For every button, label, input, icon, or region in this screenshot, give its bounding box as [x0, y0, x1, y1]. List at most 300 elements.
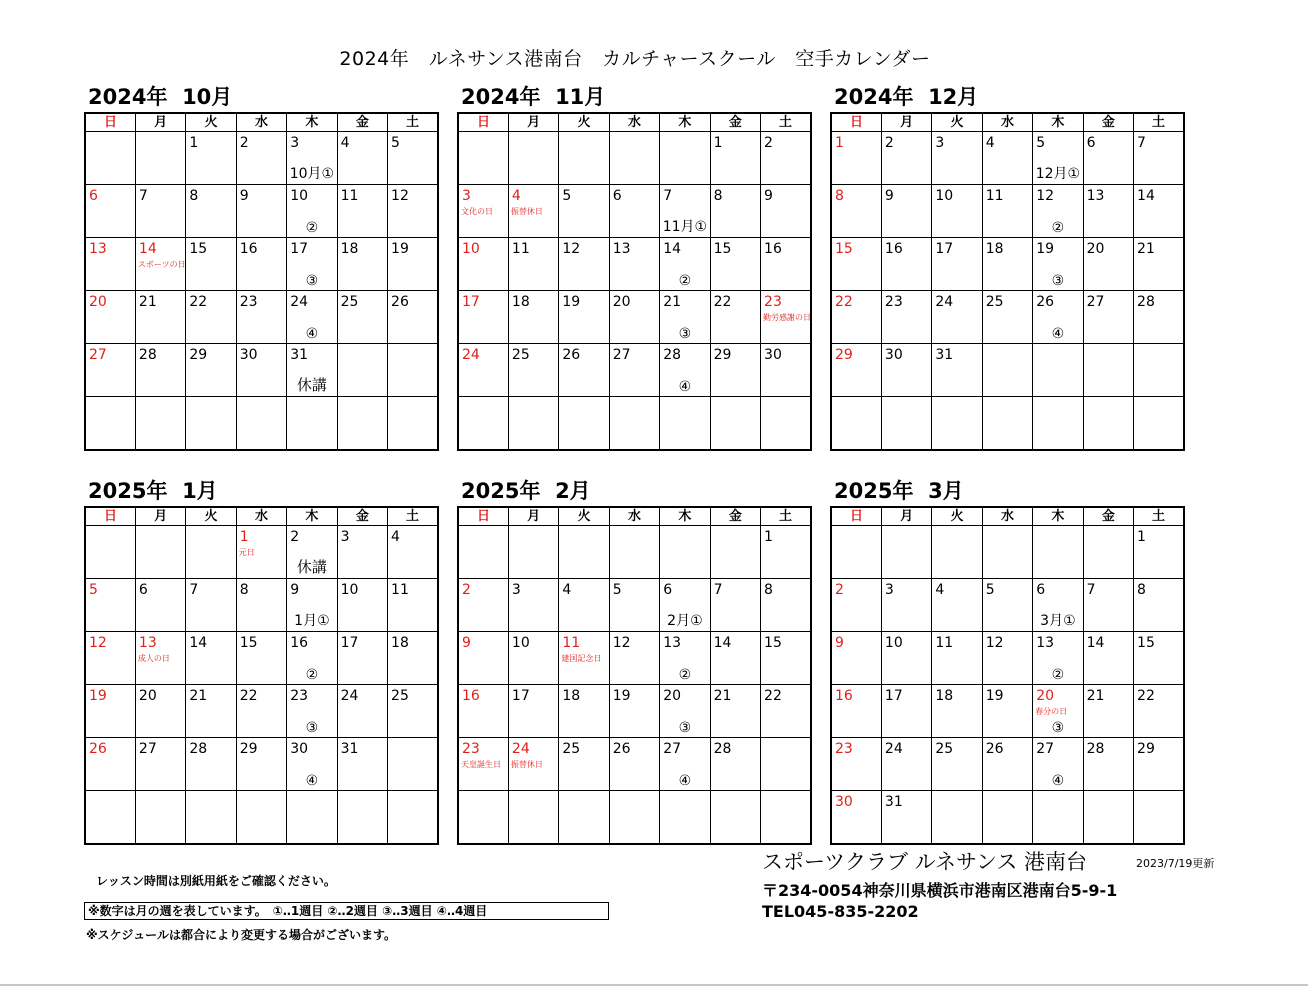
- day-cell: [135, 526, 185, 579]
- lesson-week-label: ③: [305, 273, 319, 289]
- day-cell: [982, 185, 1032, 238]
- week-row: [831, 632, 1184, 685]
- day-number: 15: [764, 635, 782, 651]
- weekday-header: 金: [710, 507, 760, 526]
- day-cell: [388, 526, 438, 579]
- day-cell: [559, 738, 609, 791]
- day-cell: [458, 685, 508, 738]
- day-number: 26: [985, 741, 1004, 757]
- lesson-time-note: レッスン時間は別紙用紙をご確認ください。: [96, 874, 336, 888]
- day-number: 15: [713, 241, 732, 257]
- day-cell: [609, 632, 659, 685]
- day-number: 23: [462, 741, 480, 757]
- day-number: 23: [884, 294, 903, 310]
- day-number: 24: [340, 688, 359, 704]
- weekday-header: 土: [388, 113, 438, 132]
- week-row: [85, 579, 438, 632]
- day-cell: [1083, 344, 1133, 397]
- day-number: 27: [89, 347, 107, 363]
- day-number: 21: [1086, 688, 1105, 704]
- weekday-header: 月: [508, 507, 558, 526]
- week-row: [831, 579, 1184, 632]
- weekday-header: 水: [982, 507, 1032, 526]
- day-cell: [982, 291, 1032, 344]
- day-cell: [287, 738, 337, 791]
- day-cell: [1033, 132, 1083, 185]
- day-cell: [559, 791, 609, 845]
- month-table: [84, 506, 439, 845]
- day-cell: [660, 397, 710, 451]
- week-row: [458, 738, 811, 791]
- day-cell: [710, 791, 760, 845]
- day-number: 14: [713, 635, 732, 651]
- week-row: [458, 291, 811, 344]
- day-number: 5: [1036, 135, 1046, 151]
- day-cell: [710, 132, 760, 185]
- club-name: スポーツクラブ ルネサンス 港南台: [762, 850, 1087, 874]
- month-table: [84, 112, 439, 451]
- weekday-header-row: [85, 113, 438, 132]
- day-cell: [287, 632, 337, 685]
- day-number: 25: [511, 347, 530, 363]
- month-calendar: [457, 82, 812, 451]
- day-cell: [881, 397, 931, 451]
- day-number: 3: [290, 135, 300, 151]
- day-number: 25: [935, 741, 954, 757]
- lesson-week-label: ②: [1051, 667, 1065, 683]
- week-row: [85, 185, 438, 238]
- day-number: 5: [391, 135, 400, 151]
- day-cell: [660, 238, 710, 291]
- day-cell: [559, 238, 609, 291]
- day-cell: [660, 685, 710, 738]
- week-row: [458, 579, 811, 632]
- day-cell: [287, 579, 337, 632]
- holiday-label: 元日: [238, 548, 255, 557]
- day-cell: [1134, 397, 1184, 451]
- day-number: 19: [89, 688, 107, 704]
- week-row: [85, 344, 438, 397]
- day-number: 12: [89, 635, 107, 651]
- day-number: 2: [764, 135, 773, 151]
- day-cell: [982, 579, 1032, 632]
- day-cell: [287, 526, 337, 579]
- day-cell: [458, 397, 508, 451]
- holiday-label: 成人の日: [137, 654, 170, 663]
- day-cell: [982, 685, 1032, 738]
- day-cell: [508, 685, 558, 738]
- lesson-week-label: ②: [305, 667, 319, 683]
- day-number: 13: [1086, 188, 1105, 204]
- day-number: 4: [511, 188, 521, 204]
- day-number: 30: [290, 741, 309, 757]
- day-cell: [660, 632, 710, 685]
- day-number: 8: [239, 582, 249, 598]
- week-row: [831, 132, 1184, 185]
- day-number: 3: [340, 529, 350, 545]
- day-cell: [1033, 632, 1083, 685]
- day-number: 8: [835, 188, 844, 204]
- day-cell: [458, 344, 508, 397]
- page-bottom-divider: [0, 984, 1308, 986]
- week-number-note: ※数字は月の週を表しています。 ①‥1週目 ②‥2週目 ③‥3週目 ④‥4週目: [84, 902, 609, 920]
- weekday-header: 金: [337, 113, 387, 132]
- day-number: 2: [835, 582, 844, 598]
- day-number: 29: [1137, 741, 1155, 757]
- day-number: 8: [713, 188, 723, 204]
- week-row: [458, 632, 811, 685]
- day-cell: [831, 238, 881, 291]
- weekday-header: 日: [831, 507, 881, 526]
- page-title: 2024年 ルネサンス港南台 カルチャースクール 空手カレンダー: [339, 48, 931, 70]
- day-cell: [508, 791, 558, 845]
- day-cell: [337, 344, 387, 397]
- day-cell: [508, 238, 558, 291]
- day-cell: [1083, 238, 1133, 291]
- day-number: 27: [138, 741, 157, 757]
- day-cell: [982, 526, 1032, 579]
- day-number: 22: [713, 294, 732, 310]
- day-cell: [932, 526, 982, 579]
- day-cell: [236, 579, 286, 632]
- day-cell: [287, 291, 337, 344]
- day-cell: [710, 632, 760, 685]
- day-number: 10: [935, 188, 954, 204]
- day-cell: [236, 632, 286, 685]
- day-cell: [337, 132, 387, 185]
- day-cell: [831, 685, 881, 738]
- day-cell: [982, 397, 1032, 451]
- day-number: 23: [764, 294, 782, 310]
- day-cell: [1134, 238, 1184, 291]
- day-cell: [85, 738, 135, 791]
- day-cell: [135, 291, 185, 344]
- day-number: 30: [835, 794, 853, 810]
- day-cell: [85, 397, 135, 451]
- day-number: 26: [612, 741, 631, 757]
- day-cell: [660, 344, 710, 397]
- day-cell: [710, 238, 760, 291]
- holiday-label: 建国記念日: [561, 654, 602, 663]
- day-number: 6: [612, 188, 622, 204]
- day-cell: [932, 238, 982, 291]
- day-cell: [186, 685, 236, 738]
- day-number: 10: [462, 241, 480, 257]
- day-number: 3: [935, 135, 945, 151]
- day-number: 6: [89, 188, 98, 204]
- day-cell: [388, 238, 438, 291]
- day-cell: [236, 291, 286, 344]
- weekday-header: 土: [1134, 113, 1184, 132]
- day-cell: [982, 344, 1032, 397]
- weekday-header: 日: [85, 507, 135, 526]
- day-number: 28: [189, 741, 208, 757]
- day-number: 12: [612, 635, 631, 651]
- day-cell: [186, 132, 236, 185]
- day-cell: [559, 132, 609, 185]
- day-cell: [236, 685, 286, 738]
- day-number: 23: [239, 294, 258, 310]
- day-number: 15: [1137, 635, 1155, 651]
- day-cell: [881, 344, 931, 397]
- day-cell: [508, 397, 558, 451]
- day-cell: [1134, 132, 1184, 185]
- day-number: 18: [511, 294, 530, 310]
- lesson-week-label: ④: [1051, 326, 1065, 342]
- day-cell: [388, 397, 438, 451]
- day-number: 2: [462, 582, 471, 598]
- weekday-header: 木: [660, 113, 710, 132]
- day-number: 4: [562, 582, 572, 598]
- lesson-week-label: 12月①: [1035, 166, 1081, 182]
- week-row: [831, 738, 1184, 791]
- day-cell: [831, 397, 881, 451]
- day-cell: [559, 397, 609, 451]
- day-number: 4: [340, 135, 350, 151]
- day-number: 3: [511, 582, 521, 598]
- no-lesson-label: 休講: [296, 376, 327, 394]
- day-cell: [1083, 526, 1133, 579]
- day-cell: [982, 791, 1032, 845]
- day-cell: [1033, 238, 1083, 291]
- day-cell: [761, 738, 811, 791]
- day-number: 17: [340, 635, 359, 651]
- weekday-header: 月: [881, 507, 931, 526]
- day-cell: [135, 238, 185, 291]
- day-number: 8: [764, 582, 773, 598]
- month-calendar: [830, 82, 1185, 451]
- day-cell: [1033, 397, 1083, 451]
- day-number: 25: [562, 741, 581, 757]
- day-cell: [1134, 579, 1184, 632]
- club-phone: TEL045-835-2202: [762, 902, 919, 921]
- club-address: 〒234-0054神奈川県横浜市港南区港南台5-9-1: [762, 881, 1118, 900]
- day-number: 7: [1137, 135, 1146, 151]
- day-number: 20: [663, 688, 682, 704]
- day-number: 27: [663, 741, 682, 757]
- day-cell: [660, 132, 710, 185]
- day-number: 10: [340, 582, 359, 598]
- day-number: 20: [1086, 241, 1105, 257]
- week-row: [458, 526, 811, 579]
- day-cell: [236, 738, 286, 791]
- day-cell: [932, 185, 982, 238]
- day-cell: [559, 344, 609, 397]
- day-cell: [186, 397, 236, 451]
- day-number: 18: [935, 688, 954, 704]
- day-number: 19: [562, 294, 581, 310]
- weekday-header: 土: [761, 507, 811, 526]
- day-cell: [135, 397, 185, 451]
- day-cell: [85, 526, 135, 579]
- day-number: 13: [1036, 635, 1055, 651]
- holiday-label: 勤労感謝の日: [763, 313, 812, 322]
- day-cell: [932, 397, 982, 451]
- day-number: 9: [835, 635, 844, 651]
- day-number: 16: [239, 241, 258, 257]
- day-cell: [337, 185, 387, 238]
- weekday-header: 土: [761, 113, 811, 132]
- day-cell: [881, 132, 931, 185]
- day-cell: [932, 632, 982, 685]
- day-number: 30: [764, 347, 782, 363]
- day-number: 1: [835, 135, 844, 151]
- day-cell: [932, 685, 982, 738]
- day-number: 1: [713, 135, 723, 151]
- day-number: 31: [935, 347, 954, 363]
- month-calendar: [84, 82, 439, 451]
- week-row: [458, 685, 811, 738]
- day-number: 22: [189, 294, 208, 310]
- weekday-header: 水: [609, 507, 659, 526]
- day-cell: [186, 526, 236, 579]
- week-row: [831, 238, 1184, 291]
- weekday-header: 木: [660, 507, 710, 526]
- day-number: 21: [713, 688, 732, 704]
- day-cell: [1033, 526, 1083, 579]
- day-number: 5: [562, 188, 572, 204]
- month-table: [830, 506, 1185, 845]
- weekday-header: 木: [1033, 507, 1083, 526]
- holiday-label: スポーツの日: [137, 260, 186, 269]
- day-number: 28: [1137, 294, 1155, 310]
- day-number: 15: [239, 635, 258, 651]
- month-table: [457, 506, 812, 845]
- day-number: 28: [138, 347, 157, 363]
- holiday-label: 春分の日: [1035, 707, 1068, 716]
- day-cell: [761, 132, 811, 185]
- day-number: 2: [884, 135, 894, 151]
- day-number: 24: [462, 347, 480, 363]
- week-row: [85, 685, 438, 738]
- day-cell: [609, 738, 659, 791]
- day-cell: [85, 791, 135, 845]
- day-cell: [1083, 685, 1133, 738]
- week-row: [831, 344, 1184, 397]
- weekday-header: 木: [287, 507, 337, 526]
- day-number: 13: [663, 635, 682, 651]
- day-cell: [660, 738, 710, 791]
- day-number: 23: [835, 741, 853, 757]
- day-cell: [609, 132, 659, 185]
- day-cell: [388, 579, 438, 632]
- day-cell: [135, 632, 185, 685]
- day-number: 3: [462, 188, 471, 204]
- day-cell: [1083, 291, 1133, 344]
- weekday-header: 水: [236, 113, 286, 132]
- day-number: 25: [391, 688, 409, 704]
- day-cell: [85, 344, 135, 397]
- day-number: 11: [340, 188, 359, 204]
- weekday-header: 月: [135, 507, 185, 526]
- weekday-header: 木: [1033, 113, 1083, 132]
- day-cell: [881, 238, 931, 291]
- day-cell: [1083, 791, 1133, 845]
- day-cell: [1083, 738, 1133, 791]
- lesson-week-label: ③: [678, 326, 692, 342]
- day-number: 18: [391, 635, 409, 651]
- day-number: 13: [89, 241, 107, 257]
- day-cell: [236, 397, 286, 451]
- holiday-label: 文化の日: [461, 207, 493, 216]
- day-cell: [458, 132, 508, 185]
- day-number: 6: [138, 582, 148, 598]
- lesson-week-label: 11月①: [662, 219, 708, 235]
- day-cell: [932, 344, 982, 397]
- day-cell: [982, 132, 1032, 185]
- day-number: 31: [340, 741, 359, 757]
- lesson-week-label: ②: [1051, 220, 1065, 236]
- day-cell: [609, 579, 659, 632]
- day-number: 17: [935, 241, 954, 257]
- day-number: 14: [1137, 188, 1155, 204]
- lesson-week-label: ②: [678, 273, 692, 289]
- day-cell: [932, 579, 982, 632]
- day-cell: [1033, 344, 1083, 397]
- weekday-header: 金: [1083, 113, 1133, 132]
- day-number: 21: [189, 688, 208, 704]
- day-cell: [761, 526, 811, 579]
- month-calendar: [457, 476, 812, 845]
- day-number: 13: [138, 635, 157, 651]
- day-cell: [609, 791, 659, 845]
- day-cell: [85, 238, 135, 291]
- day-cell: [388, 344, 438, 397]
- day-number: 3: [884, 582, 894, 598]
- day-cell: [186, 344, 236, 397]
- day-number: 25: [340, 294, 359, 310]
- day-number: 20: [89, 294, 107, 310]
- day-number: 19: [391, 241, 409, 257]
- week-row: [458, 238, 811, 291]
- day-number: 27: [1036, 741, 1055, 757]
- day-number: 17: [462, 294, 480, 310]
- day-cell: [932, 738, 982, 791]
- day-cell: [1134, 344, 1184, 397]
- day-cell: [458, 579, 508, 632]
- day-number: 19: [985, 688, 1004, 704]
- week-row: [458, 344, 811, 397]
- weekday-header: 木: [287, 113, 337, 132]
- weekday-header: 日: [85, 113, 135, 132]
- day-cell: [135, 685, 185, 738]
- day-cell: [932, 791, 982, 845]
- day-number: 2: [239, 135, 249, 151]
- day-cell: [881, 185, 931, 238]
- weekday-header-row: [831, 507, 1184, 526]
- weekday-header: 日: [831, 113, 881, 132]
- day-cell: [287, 791, 337, 845]
- day-number: 29: [239, 741, 258, 757]
- month-label: 2025年 2月: [461, 479, 591, 503]
- day-cell: [932, 132, 982, 185]
- day-cell: [236, 185, 286, 238]
- week-row: [458, 132, 811, 185]
- lesson-week-label: 10月①: [289, 166, 335, 182]
- week-row: [458, 397, 811, 451]
- day-cell: [710, 344, 760, 397]
- day-number: 18: [985, 241, 1004, 257]
- lesson-week-label: ③: [678, 720, 692, 736]
- day-number: 8: [1137, 582, 1146, 598]
- weekday-header: 火: [932, 113, 982, 132]
- day-number: 6: [663, 582, 673, 598]
- day-cell: [135, 344, 185, 397]
- day-cell: [508, 344, 558, 397]
- day-cell: [609, 238, 659, 291]
- day-number: 14: [663, 241, 682, 257]
- day-cell: [287, 185, 337, 238]
